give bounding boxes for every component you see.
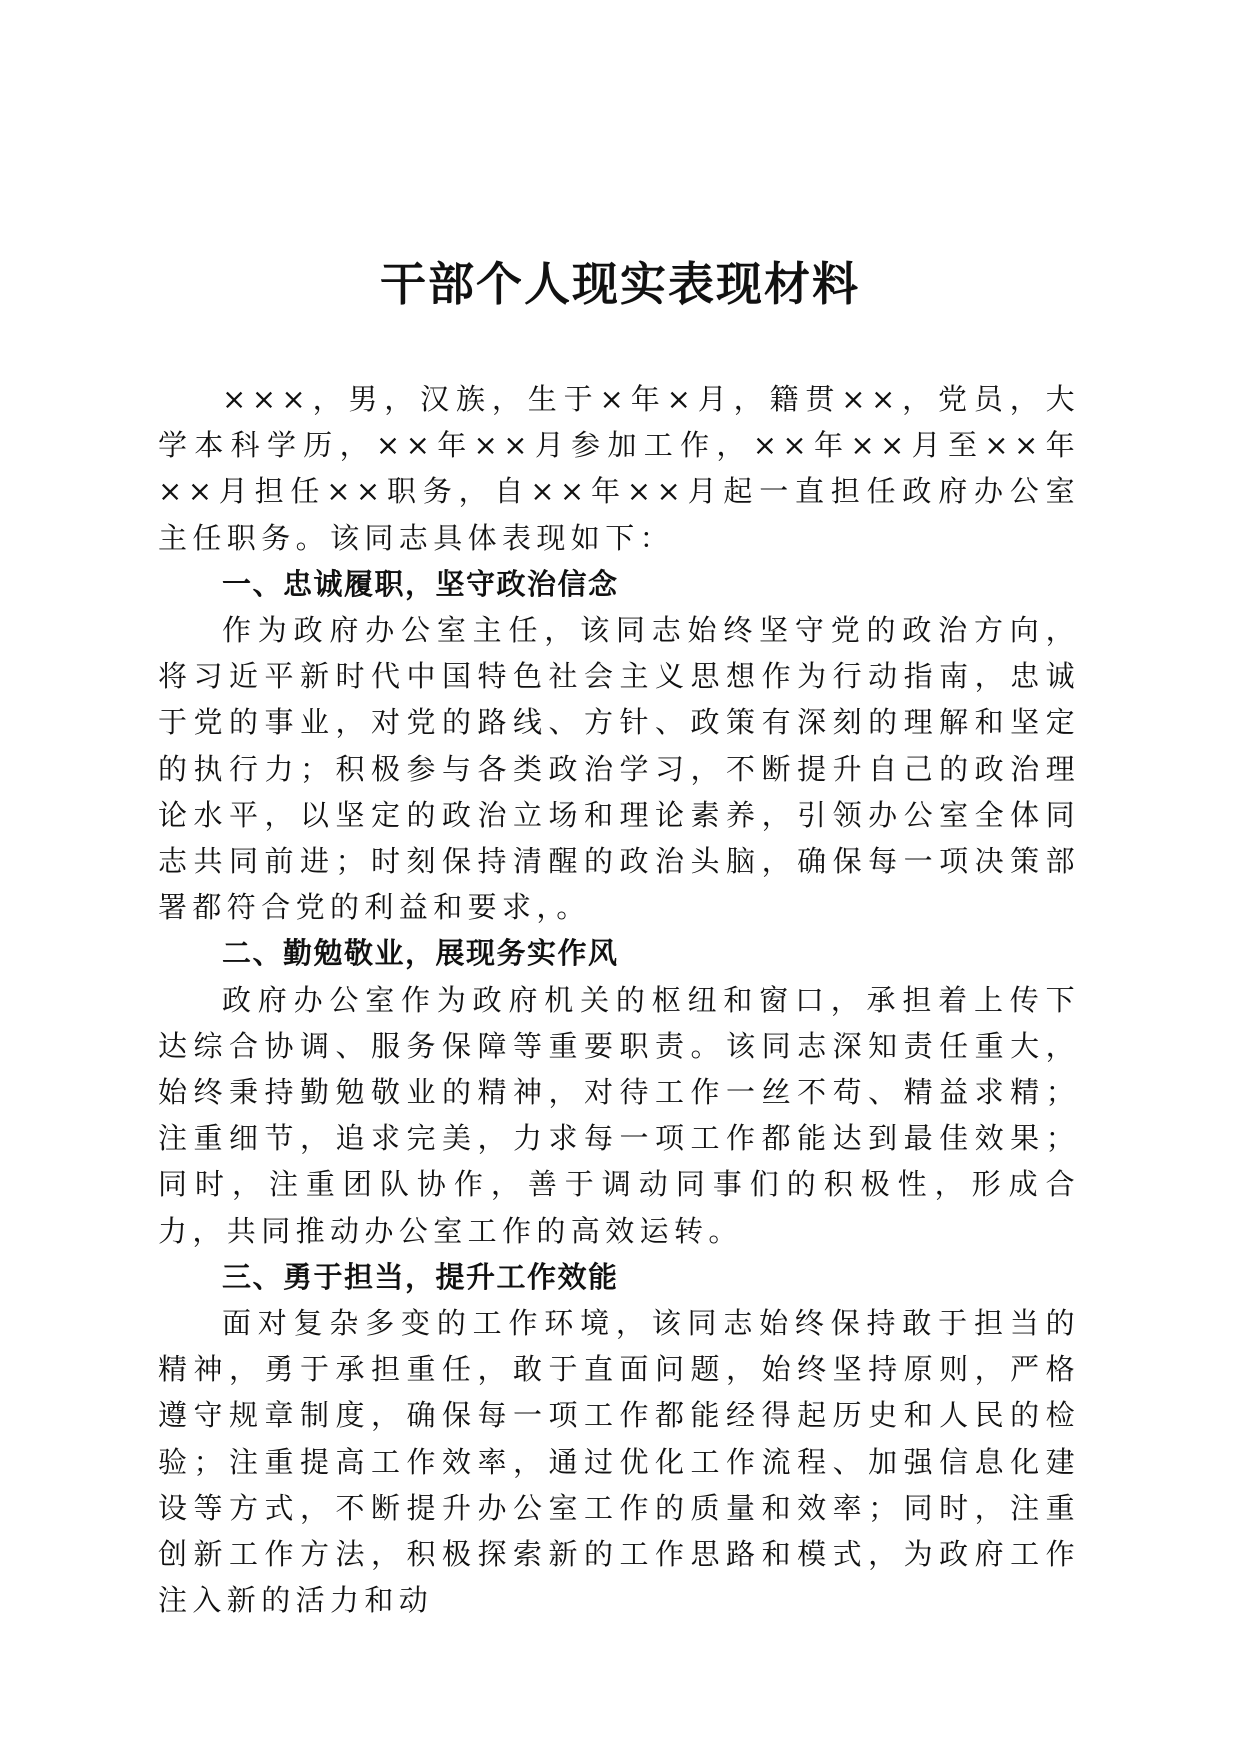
section-2	[158, 930, 1080, 1253]
section-paragraph: 政府办公室作为政府机关的枢纽和窗口，承担着上传下达综合协调、服务保障等重要职责。该同志深知责任重大，始终秉持勤勉敬业的精神，对待工作一丝不苟、精益求精；注重细节，追求完美，力求每一项工作都能达到最佳效果；同时，注重团队协作，善于调动同事们的积极性，形成合力，共同推动办公室工作的高效运转。	[158, 982, 1080, 1248]
section-paragraph: 作为政府办公室主任，该同志始终坚守党的政治方向，将习近平新时代中国特色社会主义思想作为行动指南，忠诚于党的事业，对党的路线、方针、政策有深刻的理解和坚定的执行力；积极参与各类政治学习，不断提升自己的政治理论水平，以坚定的政治立场和理论素养，引领办公室全体同志共同前进；时刻保持清醒的政治头脑，确保每一项决策部署都符合党的利益和要求，。	[158, 613, 1080, 925]
section-heading: 二、勤勉敬业，展现务实作风	[222, 936, 619, 971]
section-heading: 一、忠诚履职，坚守政治信念	[222, 566, 619, 601]
section-heading: 三、勇于担当，提升工作效能	[222, 1259, 619, 1294]
document-body	[158, 376, 1080, 1623]
section-3	[158, 1254, 1080, 1624]
document-title: 干部个人现实表现材料	[380, 257, 860, 311]
section-1	[158, 561, 1080, 931]
section-paragraph: 面对复杂多变的工作环境，该同志始终保持敢于担当的精神，勇于承担重任，敢于直面问题，始终坚持原则，严格遵守规章制度，确保每一项工作都能经得起历史和人民的检验；注重提高工作效率，通过优化工作流程、加强信息化建设等方式，不断提升办公室工作的质量和效率；同时，注重创新工作方法，积极探索新的工作思路和模式，为政府工作注入新的活力和动	[158, 1306, 1080, 1618]
intro-paragraph: ×××，男，汉族，生于×年×月，籍贯××，党员，大学本科学历，××年××月参加工作，××年××月至××年××月担任××职务，自××年××月起一直担任政府办公室主任职务。该同志具体表现如下：	[158, 382, 1080, 555]
